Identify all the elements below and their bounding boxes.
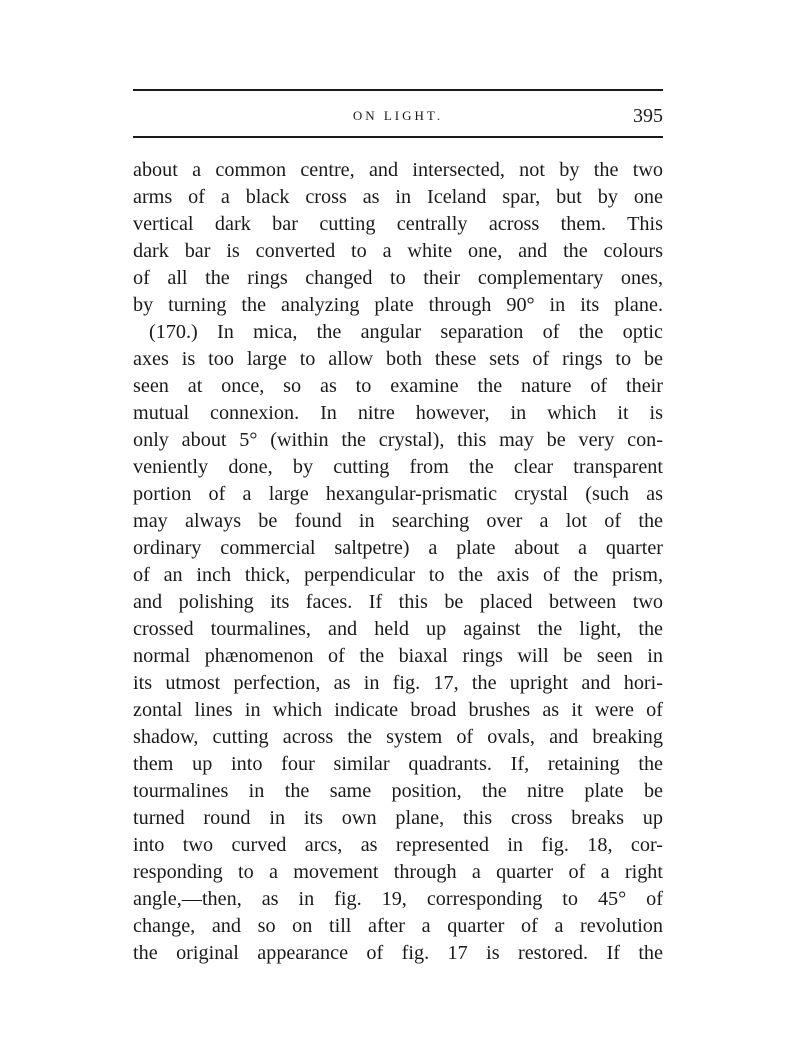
text-line: angle,—then, as in fig. 19, corresponding to 45° of <box>133 888 663 910</box>
text-line: turned round in its own plane, this cross breaks up <box>133 807 663 829</box>
text-line: portion of a large hexangular-prismatic crystal (such as <box>133 483 663 505</box>
text-line: mutual connexion. In nitre however, in which it is <box>133 402 663 424</box>
paragraph-start-line: (170.) In mica, the angular separation of the optic <box>149 321 663 343</box>
text-line: shadow, cutting across the system of ovals, and breaking <box>133 726 663 748</box>
text-line: them up into four similar quadrants. If, retaining the <box>133 753 663 775</box>
text-line: of all the rings changed to their complementary ones, <box>133 267 663 289</box>
running-head-title: ON LIGHT. <box>352 108 444 123</box>
text-line: responding to a movement through a quarter of a right <box>133 861 663 883</box>
text-line: the original appearance of fig. 17 is restored. If the <box>133 942 663 964</box>
header-top-rule <box>133 89 663 91</box>
text-line: normal phænomenon of the biaxal rings will be seen in <box>133 645 663 667</box>
page-number: 395 <box>633 105 663 127</box>
text-line: tourmalines in the same position, the nitre plate be <box>133 780 663 802</box>
text-line: change, and so on till after a quarter of a revolution <box>133 915 663 937</box>
text-line: axes is too large to allow both these sets of rings to be <box>133 348 663 370</box>
text-line: into two curved arcs, as represented in fig. 18, cor- <box>133 834 663 856</box>
text-line: arms of a black cross as in Iceland spar, but by one <box>133 186 663 208</box>
text-line: ordinary commercial saltpetre) a plate about a quarter <box>133 537 663 559</box>
body-text <box>133 157 663 967</box>
text-line: of an inch thick, perpendicular to the axis of the prism, <box>133 564 663 586</box>
text-line: may always be found in searching over a lot of the <box>133 510 663 532</box>
text-line: zontal lines in which indicate broad brushes as it were of <box>133 699 663 721</box>
text-line: and polishing its faces. If this be placed between two <box>133 591 663 613</box>
text-line: seen at once, so as to examine the nature of their <box>133 375 663 397</box>
text-line: vertical dark bar cutting centrally across them. This <box>133 213 663 235</box>
text-line: crossed tourmalines, and held up against the light, the <box>133 618 663 640</box>
text-line: dark bar is converted to a white one, and the colours <box>133 240 663 262</box>
running-head <box>133 103 663 129</box>
text-line: only about 5° (within the crystal), this may be very con- <box>133 429 663 451</box>
text-line: by turning the analyzing plate through 90° in its plane. <box>133 294 663 316</box>
text-line: about a common centre, and intersected, not by the two <box>133 159 663 181</box>
text-line: veniently done, by cutting from the clear transparent <box>133 456 663 478</box>
text-line: its utmost perfection, as in fig. 17, the upright and hori- <box>133 672 663 694</box>
header-bottom-rule <box>133 136 663 138</box>
